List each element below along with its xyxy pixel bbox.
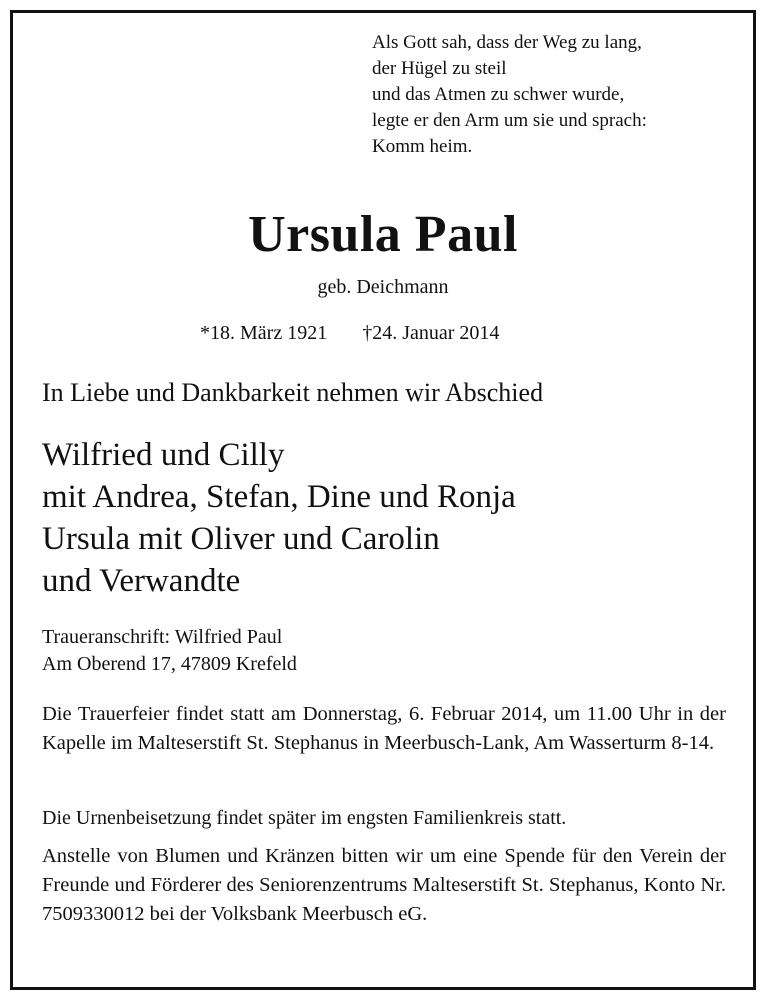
poem-line: der Hügel zu steil [372,58,507,79]
burial-notice: Die Urnenbeisetzung findet später im engsten Familienkreis statt. [42,807,567,829]
address-line: Am Oberend 17, 47809 Krefeld [42,653,297,675]
donation-notice: Anstelle von Blumen und Kränzen bitten wir um eine Spende für den Verein der Freunde und Förderer des Seniorenzentrums Malteserstift St. Stephanus, Konto Nr. 7509330012 bei der Volksbank Meerbusch eG. [42,845,726,925]
service-notice: Die Trauerfeier findet statt am Donnerstag, 6. Februar 2014, um 11.00 Uhr in der Kapelle im Malteserstift St. Stephanus in Meerbusch-Lank, Am Wasserturm 8-14. [42,703,726,754]
maiden-name: geb. Deichmann [317,276,449,298]
mourning-address [42,624,297,678]
death-date: †24. Januar 2014 [362,322,500,344]
life-dates [200,320,499,346]
poem-line: und das Atmen zu schwer wurde, [372,84,625,105]
poem [372,30,732,160]
family-line: Ursula mit Oliver und Carolin [42,521,440,557]
poem-line: Komm heim. [372,136,473,157]
deceased-name: Ursula Paul [248,206,518,263]
address-line: Traueranschrift: Wilfried Paul [42,626,283,648]
family-line: mit Andrea, Stefan, Dine und Ronja [42,479,516,515]
poem-line: legte er den Arm um sie und sprach: [372,110,647,131]
birth-date: *18. März 1921 [200,322,328,344]
family-list [42,434,516,602]
family-line: Wilfried und Cilly [42,437,285,473]
farewell-line: In Liebe und Dankbarkeit nehmen wir Abschied [42,378,544,407]
poem-line: Als Gott sah, dass der Weg zu lang, [372,32,642,53]
family-line: und Verwandte [42,563,241,599]
